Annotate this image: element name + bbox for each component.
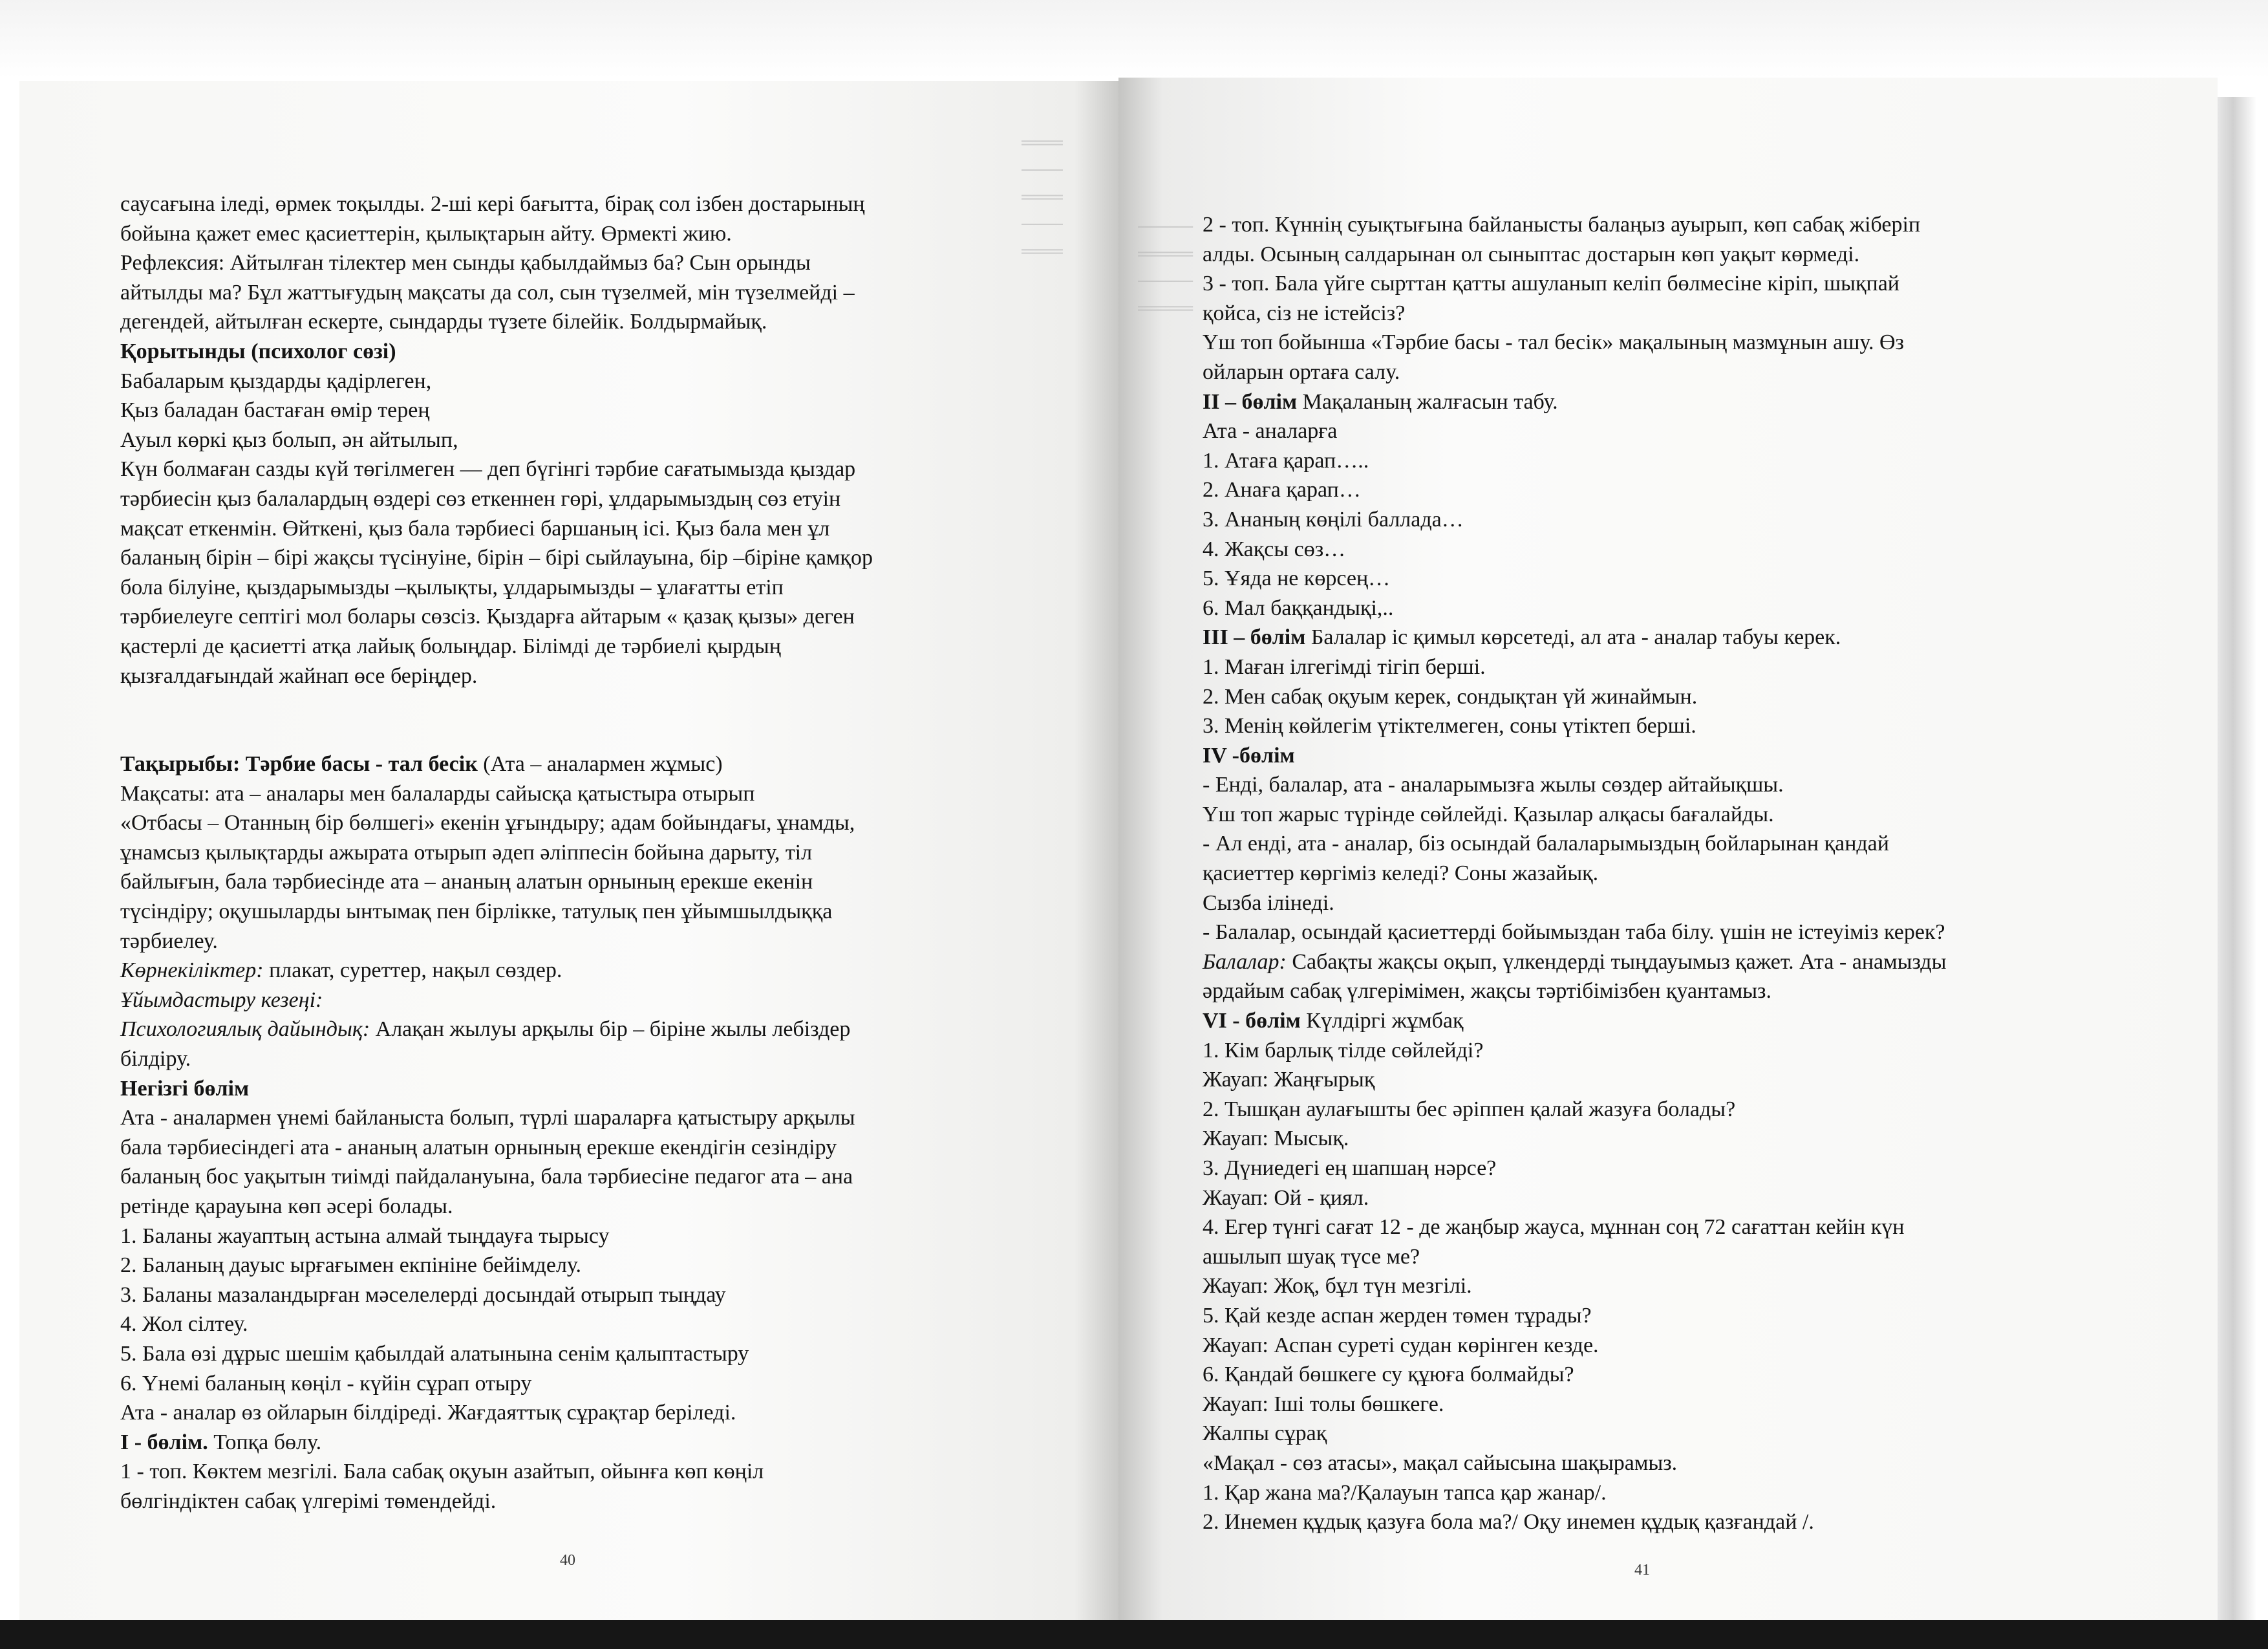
text-line: 1 - топ. Көктем мезгілі. Бала сабақ оқуын азайтып, ойынға көп көңіл	[120, 1460, 764, 1484]
part2-line	[1203, 387, 2146, 417]
list-item: 2. Баланың дауыс ырғағымен екпініне бейімделу.	[120, 1253, 582, 1278]
children-rest: Сабақты жақсы оқып, үлкендерді тыңдауымыз қажет. Ата - анамызды	[1286, 949, 1947, 974]
part6-label: VІ - бөлім	[1203, 1009, 1301, 1033]
text-line: дегендей, айтылған ескерте, сындарды түзете білейік. Болдырмайық.	[120, 310, 767, 334]
text-line: қасиеттер көргіміз келеді? Соны жазайық.	[1203, 861, 1599, 886]
text-line: тəрбиесін қыз балалардың өздері сөз еткеннен гөрі, ұлдарымыздың сөз етуін	[120, 486, 841, 511]
list-item: 6. Үнемі баланың көңіл - күйін сұрап отыру	[120, 1371, 532, 1396]
part3-label: ІІІ – бөлім	[1203, 625, 1306, 650]
list-item: 1. Атаға қарап…..	[1203, 448, 1369, 473]
text-line: Мақсаты: ата – аналары мен балаларды сайысқа қатыстыра отырып	[120, 781, 755, 806]
riddle-line: 2. Инемен құдық қазуға бола ма?/ Оқу инемен құдық қазғандай /.	[1203, 1510, 1814, 1535]
text-line: қойса, сіз не істейсіз?	[1203, 301, 1406, 325]
bleed-through-text: ═══ ─── ═══ ─── ═══	[1022, 132, 1063, 262]
text-line: бойына қажет емес қасиеттерін, қылықтарын айту. Өрмекті жию.	[120, 221, 732, 246]
text-line: Күн болмаған сазды күй төгілмеген — деп бүгінгі тəрбие сағатымызда қыздар	[120, 457, 856, 482]
text-line: əрдайым сабақ үлгерімімен, жақсы тəртібімізбен қуантамыз.	[1203, 979, 1771, 1004]
text-line: бала тəрбиесіндегі ата - ананың алатын орнының ерекше екендігін сезіндіру	[120, 1135, 837, 1159]
part6-rest: Күлдіргі жұмбақ	[1300, 1009, 1464, 1033]
text-line: ойларын ортаға салу.	[1203, 360, 1400, 384]
text-line: мақсат еткенмін. Өйткені, қыз бала тəрбиесі баршаның ісі. Қыз бала мен ұл	[120, 516, 830, 541]
riddle-line: Жалпы сұрақ	[1203, 1421, 1327, 1446]
poem-line: Қыз баладан бастаған өмір терең	[120, 398, 430, 423]
list-item: 5. Бала өзі дұрыс шешім қабылдай алатынына сенім қалыптастыру	[120, 1341, 749, 1366]
text-line: ретінде қарауына көп əсері болады.	[120, 1194, 453, 1218]
riddle-line: 1. Қар жана ма?/Қалауын тапса қар жанар/.	[1203, 1480, 1607, 1505]
list-item: 4. Жол сілтеу.	[120, 1312, 248, 1337]
riddle-line: Жауап: Мысық.	[1203, 1126, 1349, 1151]
psych-label: Психологиялық дайындық:	[120, 1017, 370, 1042]
text-line: алды. Осының салдарынан ол сыныптас достарын көп уақыт көрмеді.	[1203, 242, 1860, 266]
text-line: баланың бірін – бірі жақсы түсінуіне, бірін – бірі сыйлауына, бір –біріне қамқор	[120, 546, 873, 570]
text-line: саусағына іледі, өрмек тоқылды. 2-ші кері бағытта, бірақ сол ізбен достарының	[120, 192, 865, 216]
riddle-line: Жауап: Іші толы бөшкеге.	[1203, 1392, 1444, 1416]
riddle-line: Жауап: Жоқ, бұл түн мезгілі.	[1203, 1274, 1472, 1299]
scan-background-top	[0, 0, 2268, 78]
main-heading: Негізгі бөлім	[120, 1076, 250, 1101]
part2-label: ІІ – бөлім	[1203, 389, 1298, 414]
text-line: қызғалдағындай жайнап өсе беріңдер.	[120, 663, 478, 688]
topic-label: Тақырыбы: Тəрбие басы - тал бесік	[120, 752, 478, 777]
riddle-line: 5. Қай кезде аспан жерден төмен тұрады?	[1203, 1303, 1592, 1328]
text-line: баланың бос уақытын тиімді пайдалануына, бала тəрбиесіне педагог ата – ана	[120, 1165, 853, 1189]
list-item: 2. Анаға қарап…	[1203, 478, 1361, 502]
psych-rest: Алақан жылуы арқылы бір – біріне жылы лебіздер	[370, 1017, 851, 1042]
book-page-edges	[2218, 97, 2256, 1620]
children-label: Балалар:	[1203, 949, 1287, 974]
text-line: Ата - аналармен үнемі байланыста болып, түрлі шараларға қатыстыру арқылы	[120, 1106, 855, 1130]
topic-rest: (Ата – аналармен жұмыс)	[477, 752, 723, 777]
text-line: «Отбасы – Отанның бір бөлшегі» екенін ұғындыру; адам бойындағы, ұнамды,	[120, 811, 855, 835]
text-line: - Енді, балалар, ата - аналарымызға жылы сөздер айтайықшы.	[1203, 773, 1784, 797]
text-line: қастерлі де қасиетті атқа лайық болыңдар. Білімді де тəрбиелі қырдың	[120, 634, 781, 658]
visual-aids-label: Көрнекіліктер:	[120, 958, 264, 983]
riddle-line: 2. Тышқан аулағышты бес əріппен қалай жазуға болады?	[1203, 1097, 1736, 1121]
text-line: айтылды ма? Бұл жаттығудың мақсаты да сол, сын түзелмей, мін түзелмейді –	[120, 280, 855, 305]
riddle-line: 6. Қандай бөшкеге су құюға болмайды?	[1203, 1363, 1574, 1387]
page-number-right: 41	[1634, 1562, 1650, 1579]
text-line: ұнамсыз қылықтарды ажырата отырып əдеп əліппесін бойына дарыту, тіл	[120, 840, 813, 865]
list-item: 4. Жақсы сөз…	[1203, 537, 1346, 561]
text-line: білдіру.	[120, 1047, 191, 1072]
text-line: Сызба ілінеді.	[1203, 890, 1334, 915]
text-line: Ата - аналарға	[1203, 419, 1338, 444]
list-item: 3. Ананың көңілі баллада…	[1203, 507, 1464, 532]
text-line: Үш топ бойынша «Тəрбие басы - тал бесік» мақалының мазмұнын ашу. Өз	[1203, 330, 1904, 355]
right-page-text	[1203, 210, 2146, 1537]
book-cover-bottom	[0, 1620, 2268, 1649]
part3-rest: Балалар іс қимыл көрсетеді, ал ата - аналар табуы керек.	[1305, 625, 1841, 650]
riddle-line: 4. Егер түнгі сағат 12 - де жаңбыр жауса, мұннан соң 72 сағаттан кейін күн	[1203, 1215, 1905, 1240]
part1-label: І - бөлім.	[120, 1430, 208, 1454]
riddle-line: 1. Кім барлық тілде сөйлейді?	[1203, 1038, 1484, 1062]
children-line	[1203, 947, 2146, 977]
riddle-line: 3. Дүниедегі ең шапшаң нəрсе?	[1203, 1156, 1497, 1180]
part4-heading: IV -бөлім	[1203, 743, 1295, 768]
page-number-left: 40	[560, 1552, 575, 1569]
part6-line	[1203, 1006, 2146, 1036]
text-line: бөлгіндіктен сабақ үлгерімі төмендейді.	[120, 1489, 497, 1513]
riddle-line: ашылып шуақ түсе ме?	[1203, 1244, 1420, 1269]
text-line: - Ал енді, ата - аналар, біз осындай балаларымыздың бойларынан қандай	[1203, 832, 1889, 856]
riddle-line: Жауап: Ой - қиял.	[1203, 1185, 1369, 1210]
text-line: байлығын, бала тəрбиесінде ата – ананың алатын орнының ерекше екенін	[120, 870, 813, 894]
part1-rest: Топқа бөлу.	[208, 1430, 322, 1454]
text-line: 2 - топ. Күннің суықтығына байланысты балаңыз ауырып, көп сабақ жіберіп	[1203, 213, 1921, 237]
riddle-line: Жауап: Жаңғырық	[1203, 1068, 1375, 1092]
text-line: Ата - аналар өз ойларын білдіреді. Жағдаяттық сұрақтар беріледі.	[120, 1401, 736, 1425]
text-line: түсіндіру; оқушыларды ынтымақ пен бірлікке, татулық пен ұйымшылдыққа	[120, 900, 833, 924]
text-line: 3 - топ. Бала үйге сырттан қатты ашуланып келіп бөлмесіне кіріп, шықпай	[1203, 272, 1899, 296]
bleed-through-text: ──── ════ ──── ════	[1138, 216, 1193, 319]
list-item: 1. Маған ілгегімді тігіп берші.	[1203, 654, 1486, 679]
psych-line	[120, 1015, 1038, 1044]
topic-line	[120, 749, 1038, 779]
poem-line: Бабаларым қыздарды қадірлеген,	[120, 369, 432, 393]
part1-line	[120, 1428, 1038, 1458]
riddle-line: Жауап: Аспан суреті судан көрінген кезде.	[1203, 1333, 1599, 1357]
part2-rest: Мақаланың жалғасын табу.	[1297, 389, 1558, 414]
text-line: Үш топ жарыс түрінде сөйлейді. Қазылар алқасы бағалайды.	[1203, 802, 1774, 826]
org-stage-line: Ұйымдастыру кезеңі:	[120, 987, 323, 1012]
conclusion-heading: Қорытынды (психолог сөзі)	[120, 339, 396, 363]
riddle-line: «Мақал - сөз атасы», мақал сайысына шақырамыз.	[1203, 1450, 1678, 1475]
visual-aids-rest: плакат, суреттер, нақыл сөздер.	[263, 958, 562, 983]
list-item: 3. Баланы мазаландырған мəселелерді досындай отырып тыңдау	[120, 1282, 726, 1307]
visual-aids-line	[120, 956, 1038, 986]
poem-line: Ауыл көркі қыз болып, əн айтылып,	[120, 427, 458, 452]
text-line: тəрбиелеу.	[120, 929, 218, 953]
list-item: 2. Мен сабақ оқуым керек, сондықтан үй жинаймын.	[1203, 684, 1698, 709]
text-line: Рефлексия: Айтылған тілектер мен сынды қабылдаймыз ба? Сын орынды	[120, 251, 811, 275]
text-line: - Балалар, осындай қасиеттерді бойымыздан таба білу. үшін не істеуіміз керек?	[1203, 920, 1945, 945]
text-line: бола білуіне, қыздарымызды –қылықты, ұлдарымызды – ұлағатты етіп	[120, 575, 784, 599]
list-item: 3. Менің көйлегім үтіктелмеген, соны үтіктеп берші.	[1203, 714, 1696, 738]
list-item: 6. Мал баққандықі,..	[1203, 596, 1394, 620]
list-item: 5. Ұяда не көрсең…	[1203, 566, 1391, 591]
part3-line	[1203, 623, 2146, 652]
list-item: 1. Баланы жауаптың астына алмай тыңдауға тырысу	[120, 1223, 610, 1248]
text-line: тəрбиелеуге септігі мол болары сөзсіз. Қыздарға айтарым « қазақ қызы» деген	[120, 605, 855, 629]
left-page-text	[120, 189, 1038, 1516]
